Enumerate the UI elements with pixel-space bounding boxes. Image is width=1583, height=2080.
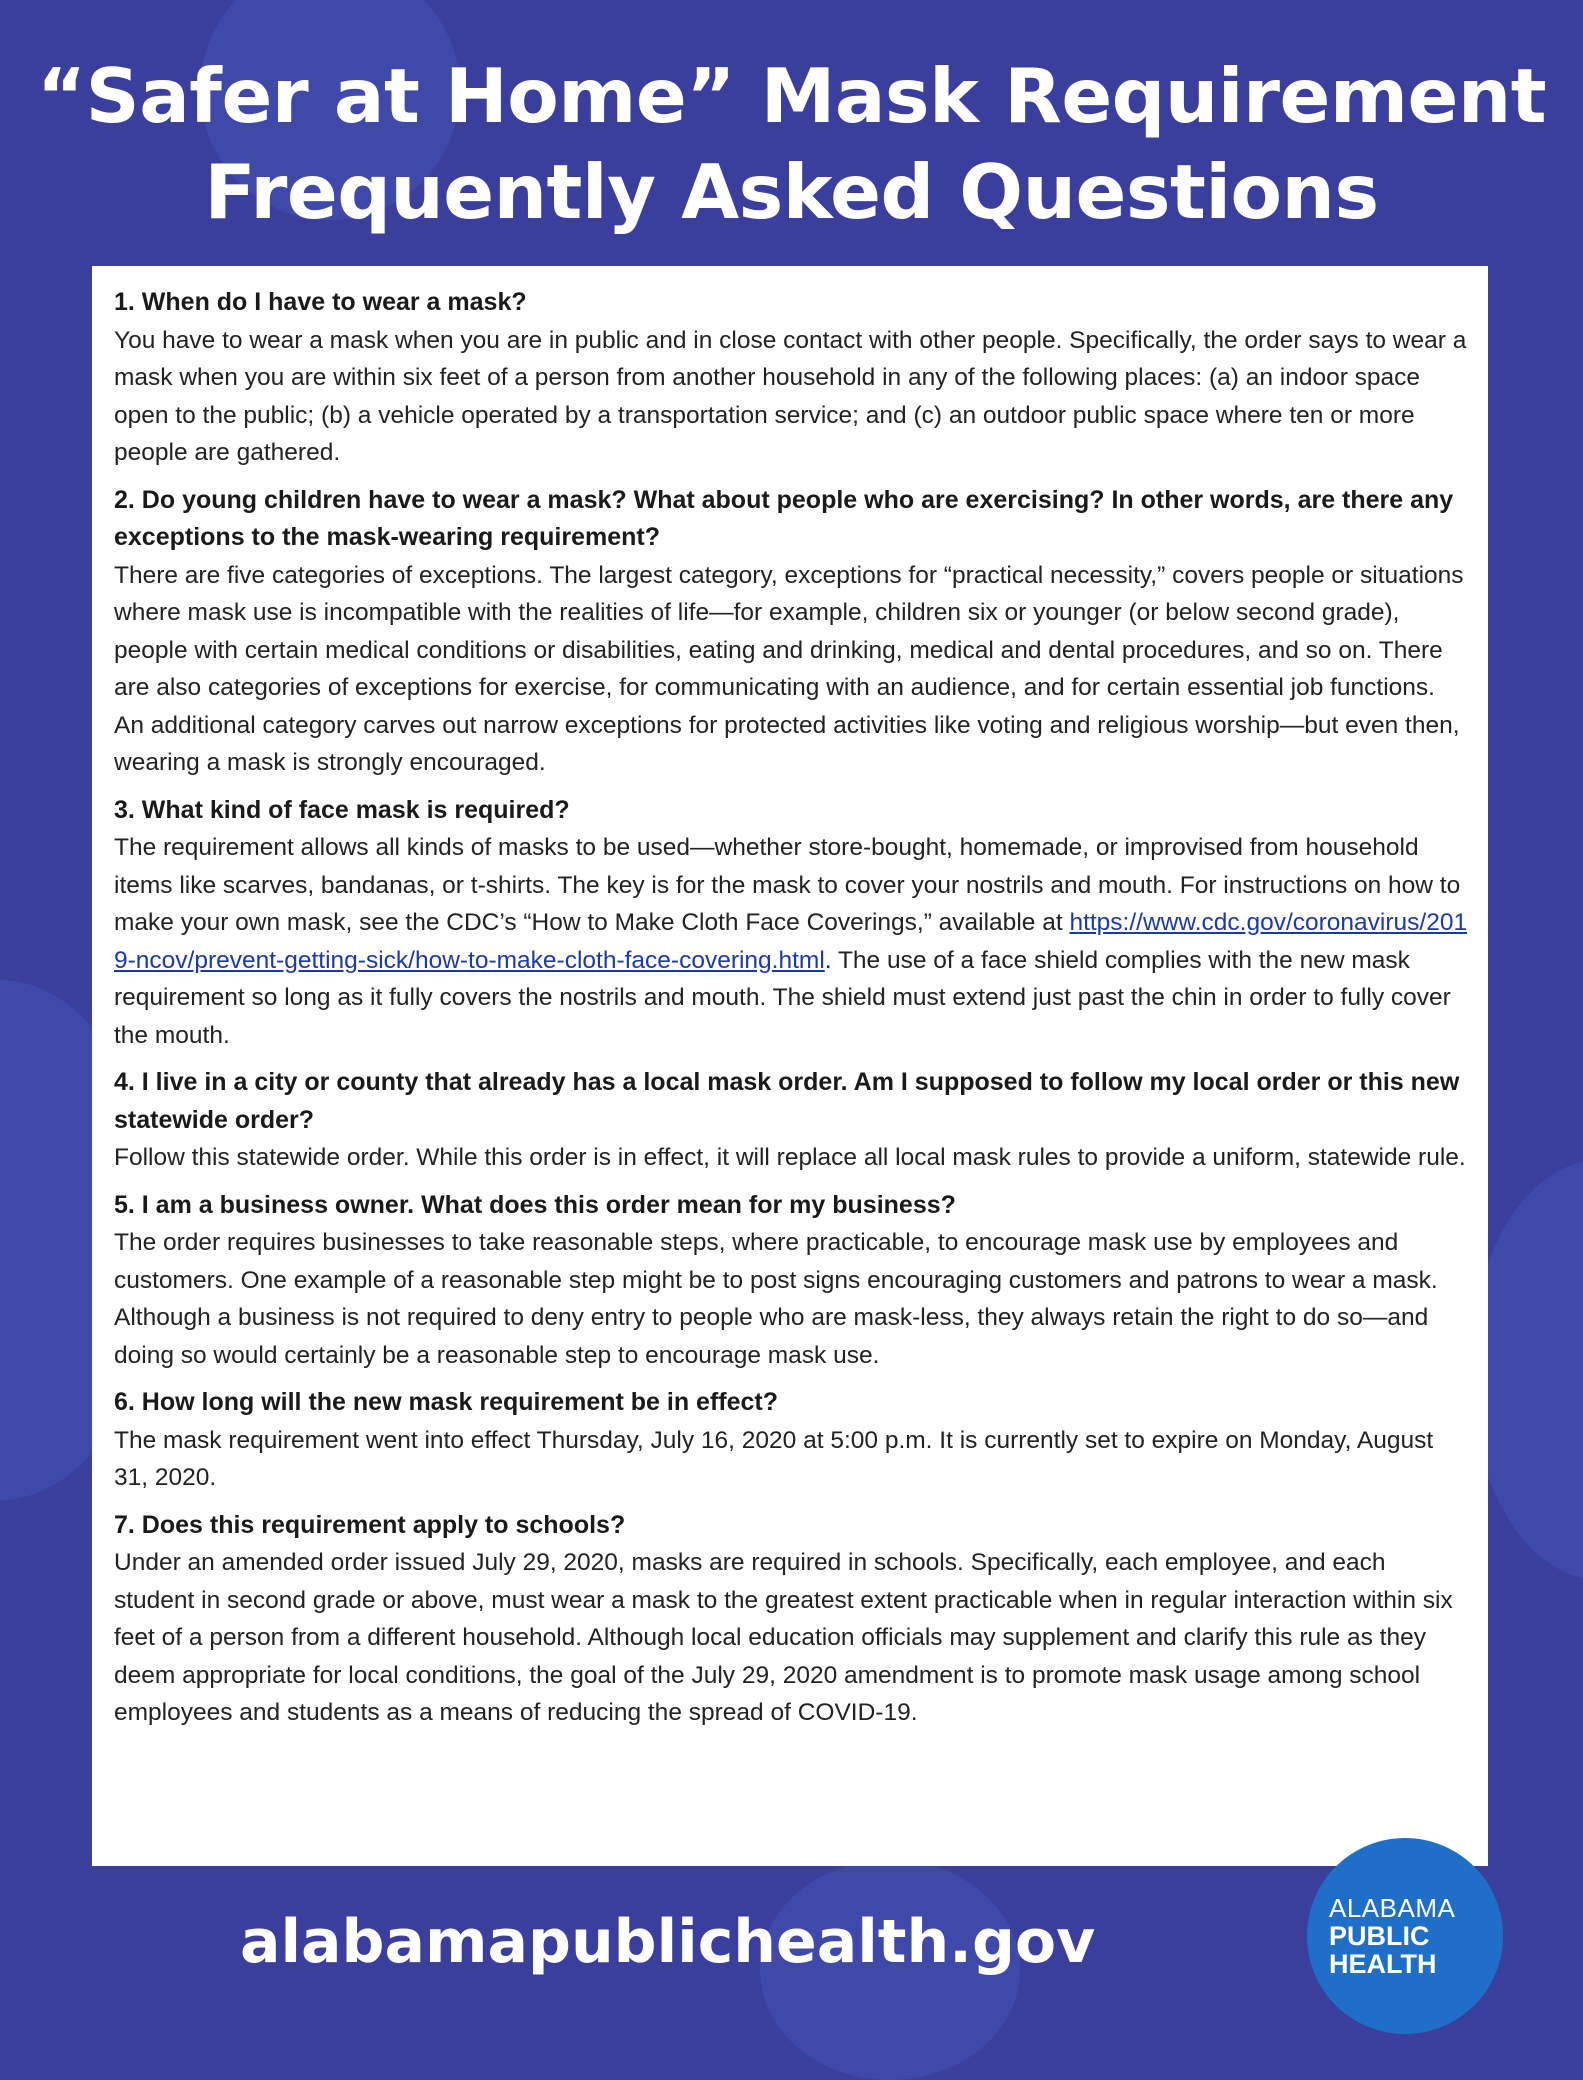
faq-question-6: 6. How long will the new mask requirement be in effect?	[114, 1388, 779, 1416]
faq-answer-3	[114, 829, 1468, 1054]
faq-answer-5: The order requires businesses to take reasonable steps, where practicable, to encourage mask use by employees and customers. One example of a reasonable step might be to post signs encouraging customers and patrons to wear a mask. Although a business is not required to deny entry to people who are mask-less, they always retain the right to do so—and doing so would certainly be a reasonable step to encourage mask use.	[114, 1229, 1438, 1369]
logo-line-health: HEALTH	[1329, 1949, 1437, 1979]
title-line-1: “Safer at Home” Mask Requirement	[36, 52, 1547, 140]
faq-answer-3-text-end: . The use of a face shield complies with the new mask requirement so long as it fully covers the nostrils and mouth. The shield must extend just past the chin in order to fully cover the mouth.	[114, 946, 1451, 1049]
faq-item-4	[114, 1064, 1468, 1177]
faq-item-2	[114, 482, 1468, 782]
faq-question-4: 4. I live in a city or county that already has a local mask order. Am I supposed to follow my local order or this new statewide order?	[114, 1068, 1460, 1134]
faq-answer-1: You have to wear a mask when you are in public and in close contact with other people. Specifically, the order says to wear a mask when you are within six feet of a person from another household in any of the following places: (a) an indoor space open to the public; (b) a vehicle operated by a transportation service; and (c) an outdoor public space where ten or more people are gathered.	[114, 326, 1467, 466]
faq-answer-2: There are five categories of exceptions. The largest category, exceptions for “practical necessity,” covers people or situations where mask use is incompatible with the realities of life—for example, children six or younger (or below second grade), people with certain medical conditions or disabilities, eating and drinking, medical and dental procedures, and so on. There are also categories of exceptions for exercise, for communicating with an audience, and for certain essential job functions. An additional category carves out narrow exceptions for protected activities like voting and religious worship—but even then, wearing a mask is strongly encouraged.	[114, 561, 1464, 776]
faq-item-5	[114, 1187, 1468, 1375]
title-line-2: Frequently Asked Questions	[204, 148, 1379, 236]
faq-item-1	[114, 284, 1468, 472]
logo-line-alabama: ALABAMA	[1329, 1893, 1456, 1923]
alabama-public-health-logo	[1307, 1838, 1503, 2034]
cdc-cloth-face-covering-link[interactable]: https://www.cdc.gov/coronavirus/2019-ncov/prevent-getting-sick/how-to-make-cloth-face-covering.html	[114, 909, 1468, 974]
faq-question-1: 1. When do I have to wear a mask?	[114, 288, 527, 316]
faq-answer-3-text-start: The requirement allows all kinds of masks to be used—whether store-bought, homemade, or improvised from household items like scarves, bandanas, or t-shirts. The key is for the mask to cover your nostrils and mouth. For instructions on how to make your own mask, see the CDC’s “How to Make Cloth Face Coverings,” available at	[114, 834, 1461, 936]
faq-item-6	[114, 1384, 1468, 1497]
faq-answer-6: The mask requirement went into effect Thursday, July 16, 2020 at 5:00 p.m. It is currently set to expire on Monday, August 31, 2020.	[114, 1426, 1434, 1491]
faq-question-3: 3. What kind of face mask is required?	[114, 795, 570, 824]
faq-question-7: 7. Does this requirement apply to schools?	[114, 1510, 626, 1539]
faq-answer-4: Follow this statewide order. While this order is in effect, it will replace all local mask rules to provide a uniform, statewide rule.	[114, 1144, 1466, 1171]
faq-answer-7: Under an amended order issued July 29, 2020, masks are required in schools. Specifically, each employee, and each student in second grade or above, must wear a mask to the greatest extent practicable when in regular interaction within six feet of a person from a different household. Although local education officials may supplement and clarify this rule as they deem appropriate for local conditions, the goal of the July 29, 2020 amendment is to promote mask usage among school employees and students as a means of reducing the spread of COVID-19.	[114, 1549, 1453, 1726]
faq-panel	[92, 266, 1488, 1866]
logo-line-public: PUBLIC	[1329, 1921, 1430, 1951]
faq-item-3	[114, 792, 1468, 1055]
page-title	[0, 48, 1583, 240]
faq-item-7	[114, 1507, 1468, 1732]
website-url: alabamapublichealth.gov	[240, 1907, 1096, 1977]
faq-question-2: 2. Do young children have to wear a mask? What about people who are exercising? In other words, are there any exceptions to the mask-wearing requirement?	[114, 485, 1454, 551]
faq-question-5: 5. I am a business owner. What does this order mean for my business?	[114, 1190, 956, 1219]
